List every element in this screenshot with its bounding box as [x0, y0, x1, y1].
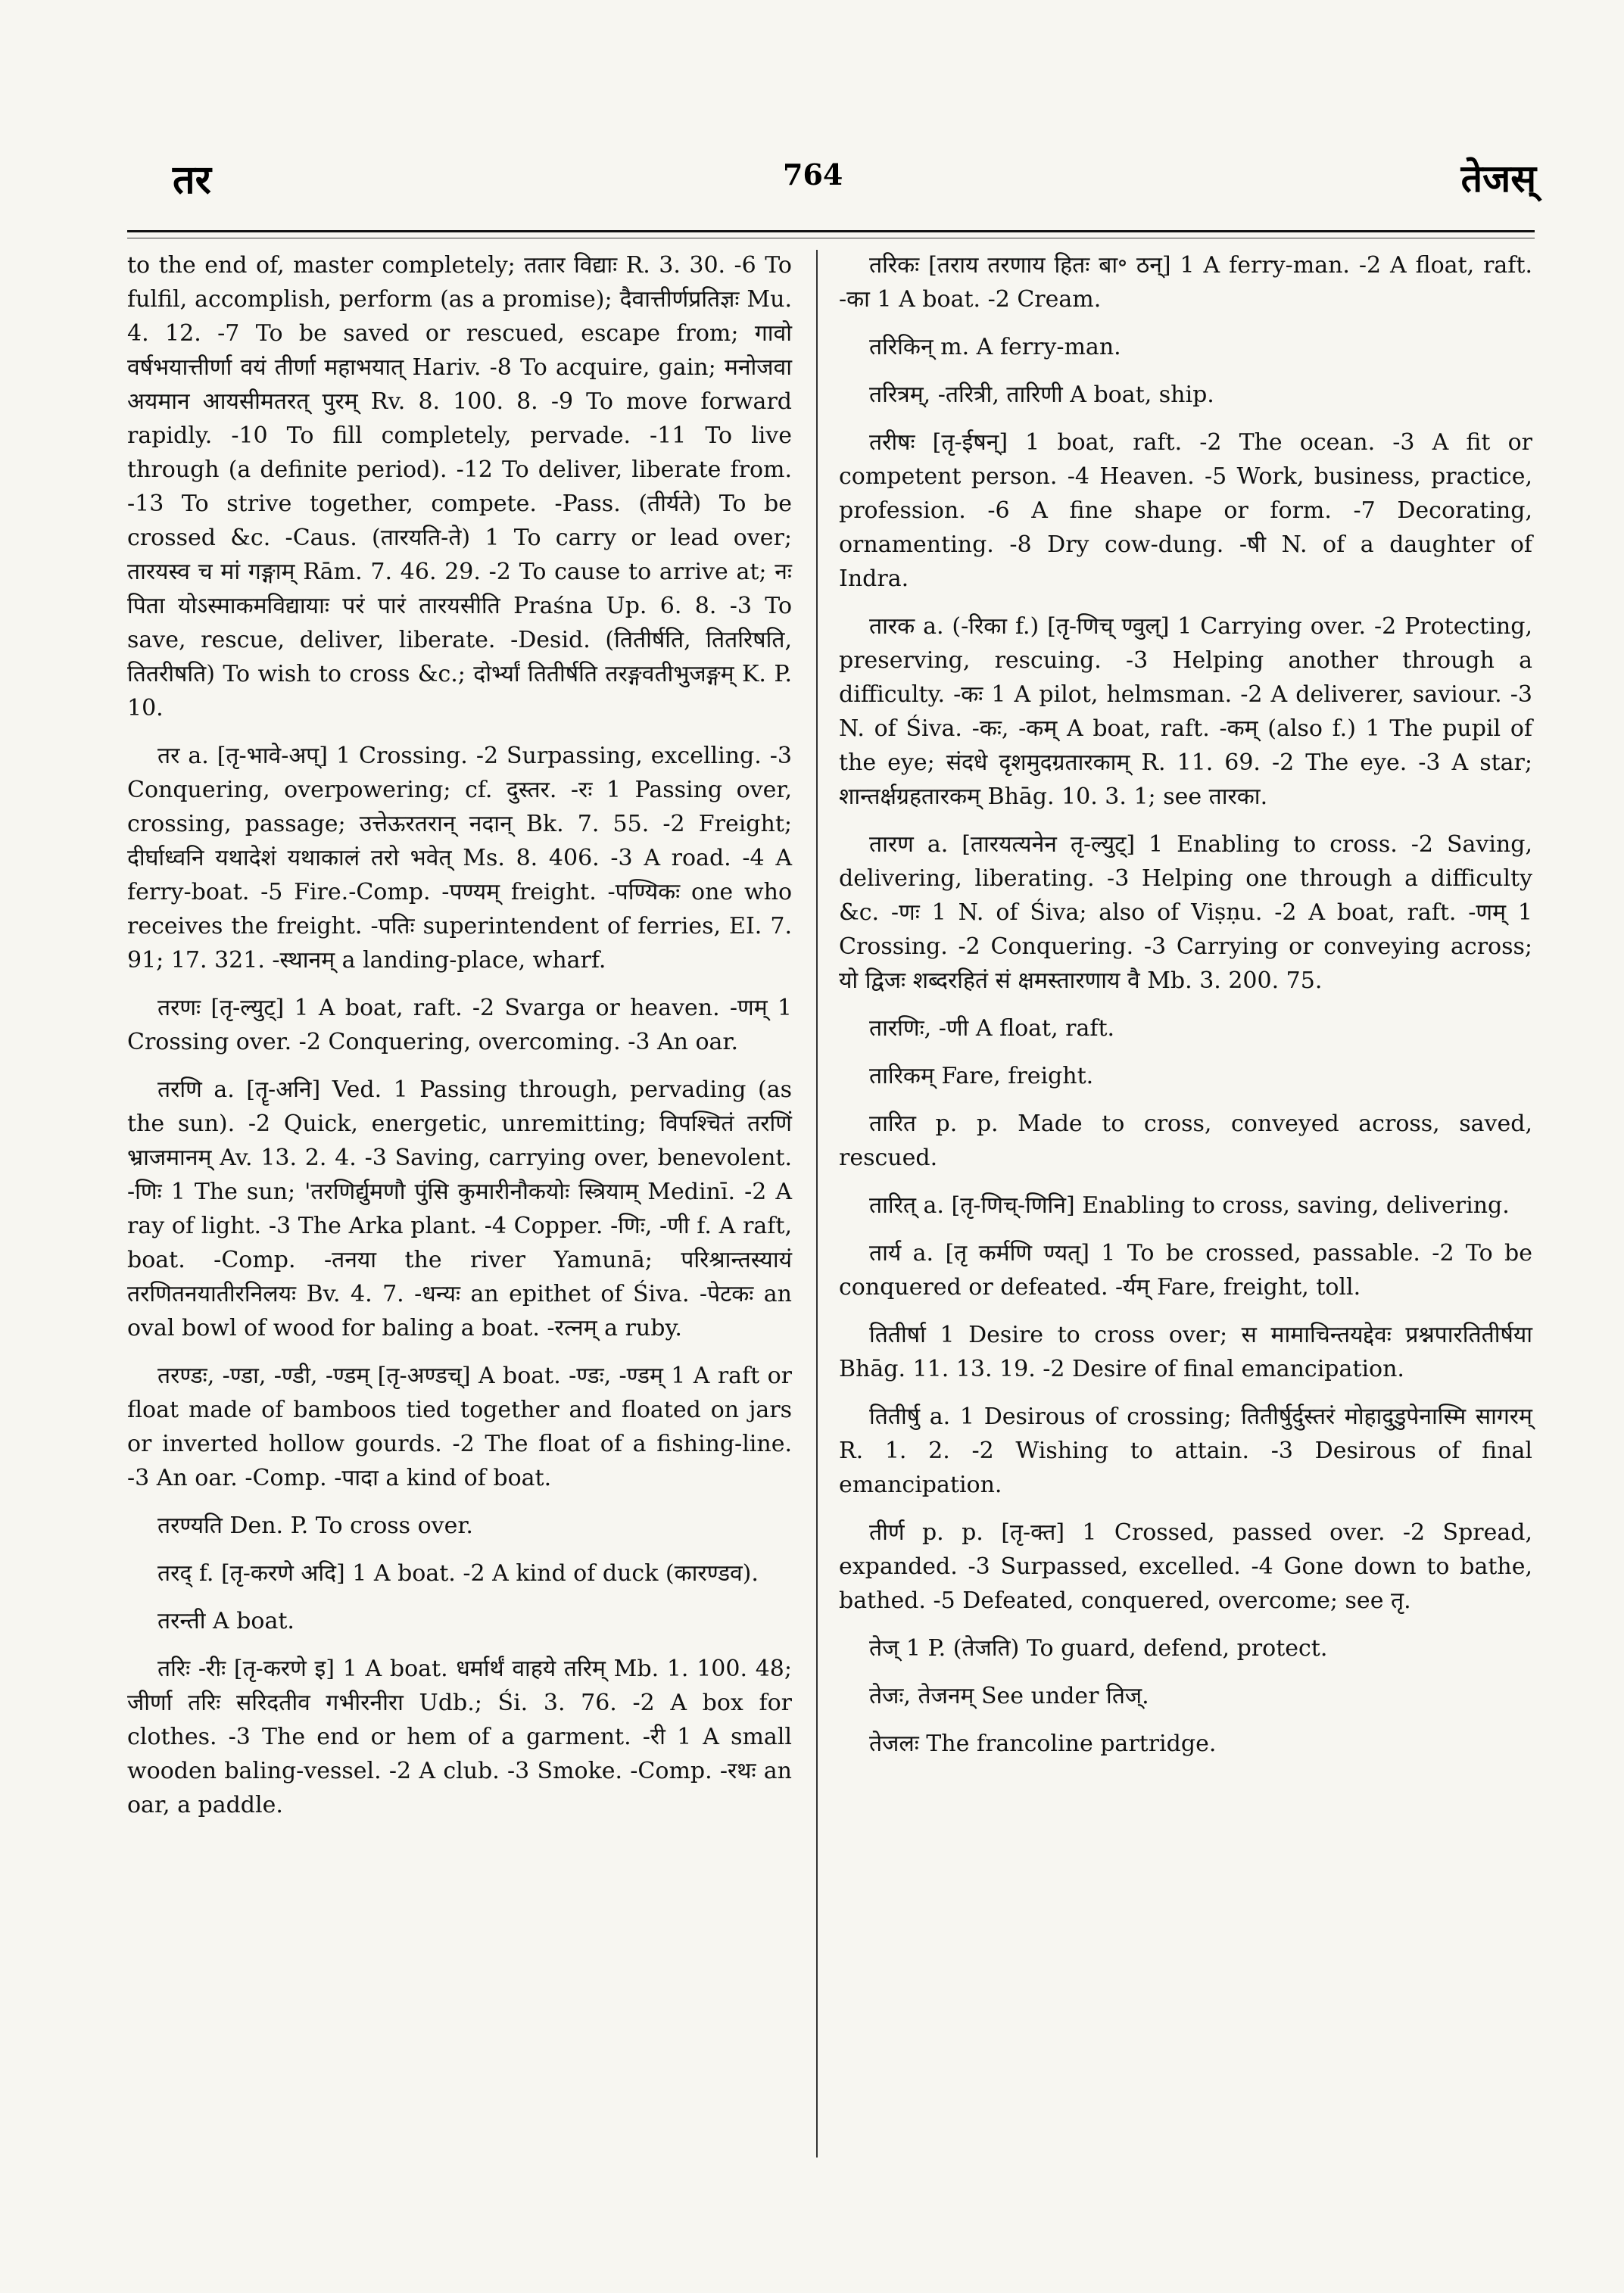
- dictionary-entry: तारक a. (-रिका f.) [तृ-णिच् ण्वुल्] 1 Carrying over. -2 Protecting, preserving, rescuing. -3 Helping another through a difficulty. -कः 1 A pilot, helmsman. -2 A deliverer, saviour. -3 N. of Śiva. -कः, -कम् A boat, raft. -कम् (also f.) 1 The pupil of the eye; संदधे दृशमुदग्रतारकाम् R. 11. 69. -2 The eye. -3 A star; शान्तर्क्षग्रहतारकम् Bhāg. 10. 3. 1; see तारका.: [839, 613, 1532, 810]
- header-right-word: तेजस्: [1460, 156, 1536, 201]
- dictionary-entry: तेज् 1 P. (तेजति) To guard, defend, protect.: [869, 1635, 1328, 1662]
- column-divider: [816, 250, 818, 2157]
- dictionary-entry: तरणः [तृ-ल्युट्] 1 A boat, raft. -2 Svarga or heaven. -णम् 1 Crossing over. -2 Conquering, overcoming. -3 An oar.: [127, 995, 792, 1055]
- dictionary-entry: तर a. [तृ-भावे-अप्] 1 Crossing. -2 Surpassing, excelling. -3 Conquering, overpowering; cf. दुस्तर. -रः 1 Passing over, crossing, passage; उत्तेऊरतरान् नदान् Bk. 7. 55. -2 Freight; दीर्घाध्वनि यथादेशं यथाकालं तरो भवेत् Ms. 8. 406. -3 A road. -4 A ferry-boat. -5 Fire.-Comp. -पण्यम् freight. -पण्यिकः one who receives the freight. -पतिः superintendent of ferries, EI. 7. 91; 17. 321. -स्थानम् a landing-place, wharf.: [127, 743, 792, 974]
- dictionary-entry: तरद् f. [तृ-करणे अदि] 1 A boat. -2 A kind of duck (कारण्डव).: [157, 1560, 759, 1587]
- dictionary-entry: तारणिः, -णी A float, raft.: [869, 1015, 1115, 1042]
- header-rule: [127, 230, 1535, 232]
- dictionary-entry: तारित् a. [तृ-णिच्-णिनि] Enabling to cross, saving, delivering.: [869, 1192, 1510, 1219]
- dictionary-entry: तरिकिन् m. A ferry-man.: [869, 334, 1121, 360]
- dictionary-entry: तरीषः [तृ-ईषन्] 1 boat, raft. -2 The ocean. -3 A fit or competent person. -4 Heaven. -5 Work, business, practice, profession. -6 A fine shape or form. -7 Decorating, ornamenting. -8 Dry cow-dung. -षी N. of a daughter of Indra.: [839, 429, 1532, 592]
- dictionary-entry: तीर्ण p. p. [तृ-क्त] 1 Crossed, passed over. -2 Spread, expanded. -3 Surpassed, excelled. -4 Gone down to bathe, bathed. -5 Defeated, conquered, overcome; see तृ.: [839, 1519, 1532, 1614]
- dictionary-entry: तरन्ती A boat.: [157, 1608, 295, 1634]
- header-left-word: तर: [173, 157, 211, 203]
- dictionary-entry: तरण्डः, -ण्डा, -ण्डी, -ण्डम् [तृ-अण्डच्] A boat. -ण्डः, -ण्डम् 1 A raft or float made of bamboos tied together and floated on jars or inverted hollow gourds. -2 The float of a fishing-line. -3 An oar. -Comp. -पादा a kind of boat.: [127, 1363, 792, 1491]
- dictionary-entry: तारिकम् Fare, freight.: [869, 1063, 1094, 1089]
- dictionary-entry: तरित्रम्, -तरित्री, तारिणी A boat, ship.: [869, 382, 1214, 408]
- page-number: 764: [783, 157, 843, 192]
- dictionary-entry: तरिः -रीः [तृ-करणे इ] 1 A boat. धर्मार्थं वाहये तरिम् Mb. 1. 100. 48; जीर्णा तरिः सरिदतीव गभीरनीरा Udb.; Śi. 3. 76. -2 A box for clothes. -3 The end or hem of a garment. -री 1 A small wooden baling-vessel. -2 A club. -3 Smoke. -Comp. -रथः an oar, a paddle.: [127, 1656, 792, 1818]
- dictionary-entry: to the end of, master completely; ततार विद्याः R. 3. 30. -6 To fulfil, accomplish, perform (as a promise); दैवात्तीर्णप्रतिज्ञः Mu. 4. 12. -7 To be saved or rescued, escape from; गावो वर्षभयात्तीर्णा वयं तीर्णा महाभयात् Hariv. -8 To acquire, gain; मनोजवा अयमान आयसीमतरत् पुरम् Rv. 8. 100. 8. -9 To move forward rapidly. -10 To fill completely, pervade. -11 To live through (a definite period). -12 To deliver, liberate from. -13 To strive together, compete. -Pass. (तीर्यते) To be crossed &c. -Caus. (तारयति-ते) 1 To carry or lead over; तारयस्व च मां गङ्गाम् Rām. 7. 46. 29. -2 To cause to arrive at; नः पिता योऽस्माकमविद्यायाः परं पारं तारयसीति Praśna Up. 6. 8. -3 To save, rescue, deliver, liberate. -Desid. (तितीर्षति, तितरिषति, तितरीषति) To wish to cross &c.; दोर्भ्यां तितीर्षति तरङ्गवतीभुजङ्गम् K. P. 10.: [127, 252, 792, 721]
- dictionary-entry: तरण्यति Den. P. To cross over.: [157, 1513, 473, 1539]
- dictionary-entry: तेजः, तेजनम् See under तिज्.: [869, 1683, 1149, 1709]
- dictionary-entry: तितीर्षु a. 1 Desirous of crossing; तितीर्षुर्दुस्तरं मोहादुडुपेनास्मि सागरम् R. 1. 2. -2 Wishing to attain. -3 Desirous of final emancipation.: [839, 1404, 1532, 1498]
- dictionary-entry: तेजलः The francoline partridge.: [869, 1731, 1217, 1757]
- dictionary-entry: तार्य a. [तृ कर्मणि ण्यत्] 1 To be crossed, passable. -2 To be conquered or defeated. -र्यम् Fare, freight, toll.: [839, 1240, 1532, 1301]
- left-column: [127, 248, 792, 1836]
- dictionary-entry: तरिकः [तराय तरणाय हितः बा॰ ठन्] 1 A ferry-man. -2 A float, raft. -का 1 A boat. -2 Cream.: [839, 252, 1532, 313]
- right-column: [839, 248, 1532, 1774]
- dictionary-entry: तारित p. p. Made to cross, conveyed across, saved, rescued.: [839, 1111, 1532, 1171]
- dictionary-entry: तरणि a. [तॄ-अनि] Ved. 1 Passing through, pervading (as the sun). -2 Quick, energetic, unremitting; विपश्चितं तरणिं भ्राजमानम् Av. 13. 2. 4. -3 Saving, carrying over, benevolent. -णिः 1 The sun; 'तरणिर्द्युमणौ पुंसि कुमारीनौकयोः स्त्रियाम् Medinī. -2 A ray of light. -3 The Arka plant. -4 Copper. -णिः, -णी f. A raft, boat. -Comp. -तनया the river Yamunā; परिश्रान्तस्यायं तरणितनयातीरनिलयः Bv. 4. 7. -धन्यः an epithet of Śiva. -पेटकः an oval bowl of wood for baling a boat. -रत्नम् a ruby.: [127, 1076, 792, 1341]
- dictionary-entry: तितीर्षा 1 Desire to cross over; स मामाचिन्तयद्देवः प्रश्नपारतितीर्षया Bhāg. 11. 13. 19. -2 Desire of final emancipation.: [839, 1322, 1532, 1382]
- dictionary-entry: तारण a. [तारयत्यनेन तृ-ल्युट्] 1 Enabling to cross. -2 Saving, delivering, liberating. -3 Helping one through a difficulty &c. -णः 1 N. of Śiva; also of Viṣṇu. -2 A boat, raft. -णम् 1 Crossing. -2 Conquering. -3 Carrying or conveying across; यो द्विजः शब्दरहितं सं क्षमस्तारणाय वै Mb. 3. 200. 75.: [839, 831, 1532, 994]
